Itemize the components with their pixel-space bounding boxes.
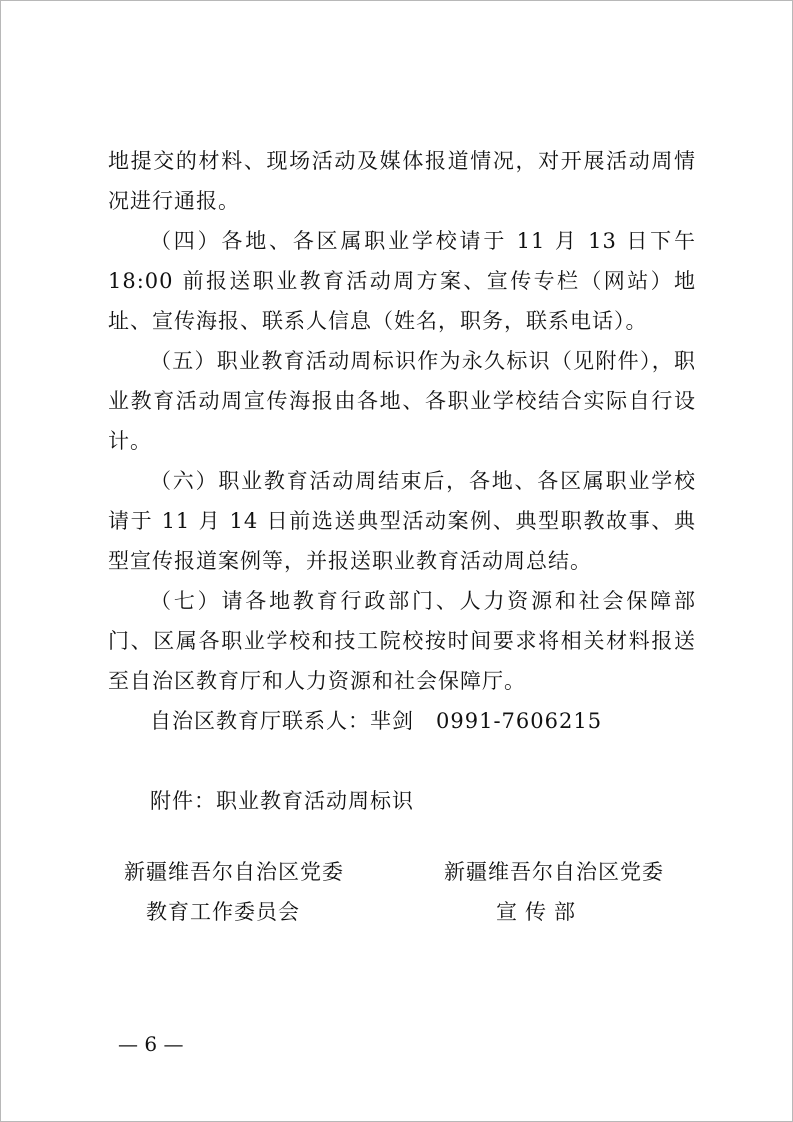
signature-left-line1: 新疆维吾尔自治区党委 — [124, 860, 344, 884]
signature-left-line2: 教育工作委员会 — [146, 900, 300, 924]
paragraph-item-4: （四）各地、各区属职业学校请于 11 月 13 日下午 18:00 前报送职业教育活动周方案、宣传专栏（网站）地址、宣传海报、联系人信息（姓名，职务，联系电话）。 — [108, 229, 696, 333]
paragraph-item-7: （七）请各地教育行政部门、人力资源和社会保障部门、区属各职业学校和技工院校按时间要求将相关材料报送至自治区教育厅和人力资源和社会保障厅。 — [108, 589, 696, 693]
signature-right-line1: 新疆维吾尔自治区党委 — [444, 860, 664, 884]
signature-left — [124, 852, 344, 932]
contact-line: 自治区教育厅联系人：芈剑 0991-7606215 — [150, 709, 603, 733]
document-body — [108, 141, 696, 821]
paragraph-item-6: （六）职业教育活动周结束后，各地、各区属职业学校请于 11 月 14 日前选送典型活动案例、典型职教故事、典型宣传报道案例等，并报送职业教育活动周总结。 — [108, 469, 696, 573]
blank-line — [108, 741, 696, 781]
signature-right-line2: 宣传部 — [496, 900, 583, 924]
attachment-line: 附件：职业教育活动周标识 — [150, 789, 414, 813]
paragraph-item-5: （五）职业教育活动周标识作为永久标识（见附件），职业教育活动周宣传海报由各地、各职业学校结合实际自行设计。 — [108, 349, 696, 453]
page-number: — 6 — — [118, 1032, 184, 1056]
signature-right — [444, 852, 664, 932]
paragraph-continued: 地提交的材料、现场活动及媒体报道情况，对开展活动周情况进行通报。 — [108, 149, 696, 213]
